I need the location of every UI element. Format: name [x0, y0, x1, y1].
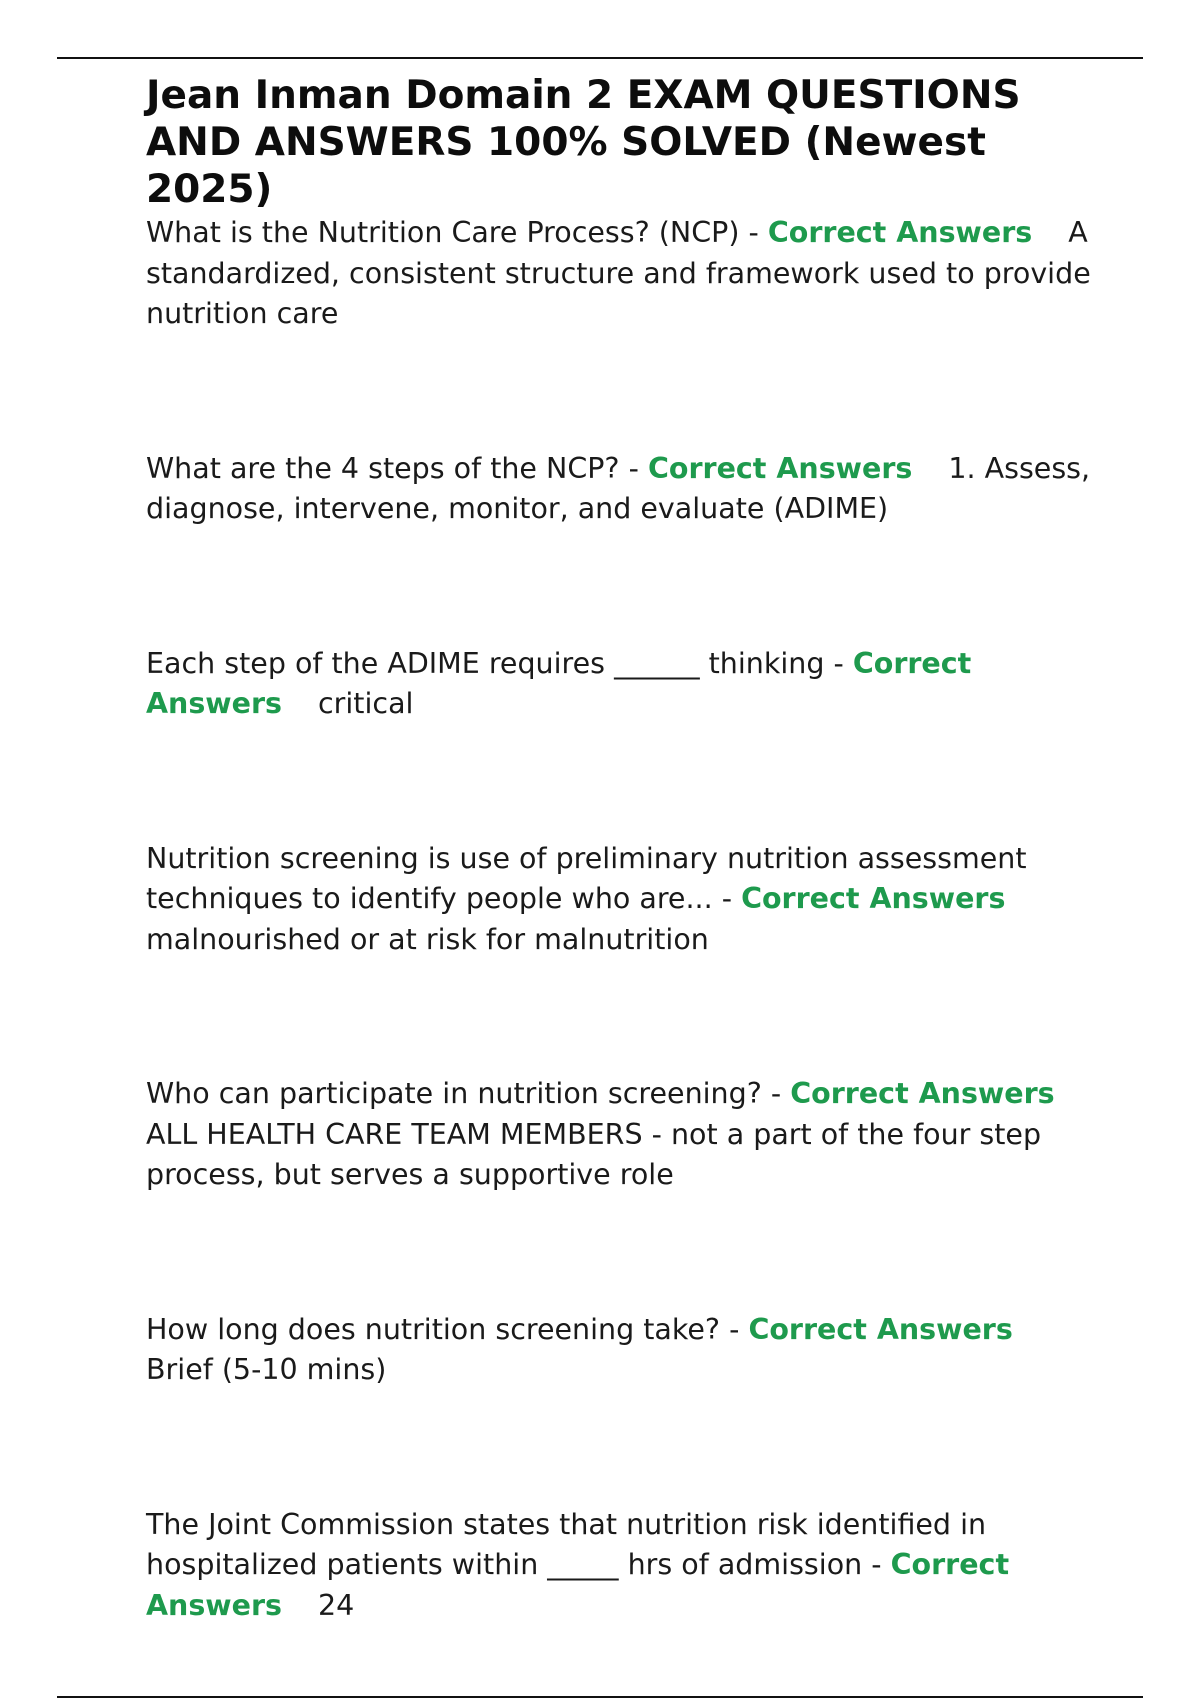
correct-answers-label: Correct Answers	[146, 646, 972, 720]
answer-text: Brief (5-10 mins)	[146, 1353, 387, 1386]
separator: -	[824, 646, 853, 680]
document-body	[146, 72, 1096, 1626]
separator: -	[720, 1312, 749, 1346]
correct-answers-label: Correct Answers	[741, 882, 1006, 915]
document-title: Jean Inman Domain 2 EXAM QUESTIONS AND ANSWERS 100% SOLVED (Newest 2025)	[146, 73, 1021, 212]
answer-text: A standardized, consistent structure and framework used to provide nutrition care	[146, 216, 1091, 330]
qa-list	[146, 213, 1096, 1626]
question-text: What are the 4 steps of the NCP?	[146, 451, 620, 485]
question-text: What is the Nutrition Care Process? (NCP)	[146, 216, 740, 249]
correct-answers-label: Correct Answers	[790, 1077, 1055, 1110]
answer-text: 1. Assess, diagnose, intervene, monitor, and evaluate (ADIME)	[146, 451, 1091, 525]
answer-text: critical	[318, 687, 414, 720]
question-text: Each step of the ADIME requires ______ thinking	[146, 646, 825, 680]
correct-answers-label: Correct Answers	[146, 1548, 1010, 1622]
qa-item	[146, 644, 1096, 725]
correct-answers-label: Correct Answers	[647, 451, 913, 485]
correct-answers-label: Correct Answers	[767, 216, 1033, 249]
answer-text: malnourished or at risk for malnutrition	[146, 922, 709, 956]
separator: -	[761, 1077, 791, 1110]
separator: -	[619, 451, 648, 485]
question-text: The Joint Commission states that nutrition risk identified in hospitalized patients within _____ hrs of admission	[146, 1507, 987, 1581]
separator: -	[862, 1548, 891, 1581]
qa-item	[146, 839, 1096, 961]
qa-item	[146, 1505, 1096, 1627]
qa-item	[146, 1310, 1096, 1391]
top-divider	[57, 57, 1143, 59]
question-text: Who can participate in nutrition screening?	[146, 1077, 762, 1110]
separator: -	[739, 216, 768, 249]
qa-item	[146, 449, 1096, 530]
correct-answers-label: Correct Answers	[748, 1312, 1013, 1346]
bottom-divider	[57, 1696, 1143, 1698]
separator: -	[712, 882, 742, 915]
qa-item	[146, 213, 1096, 335]
answer-text: ALL HEALTH CARE TEAM MEMBERS - not a part of the four step process, but serves a supportive role	[146, 1117, 1042, 1191]
answer-text: 24	[318, 1588, 355, 1622]
qa-item	[146, 1074, 1096, 1196]
question-text: How long does nutrition screening take?	[146, 1312, 721, 1346]
question-text: Nutrition screening is use of preliminary nutrition assessment techniques to identify people who are...	[146, 841, 1027, 915]
